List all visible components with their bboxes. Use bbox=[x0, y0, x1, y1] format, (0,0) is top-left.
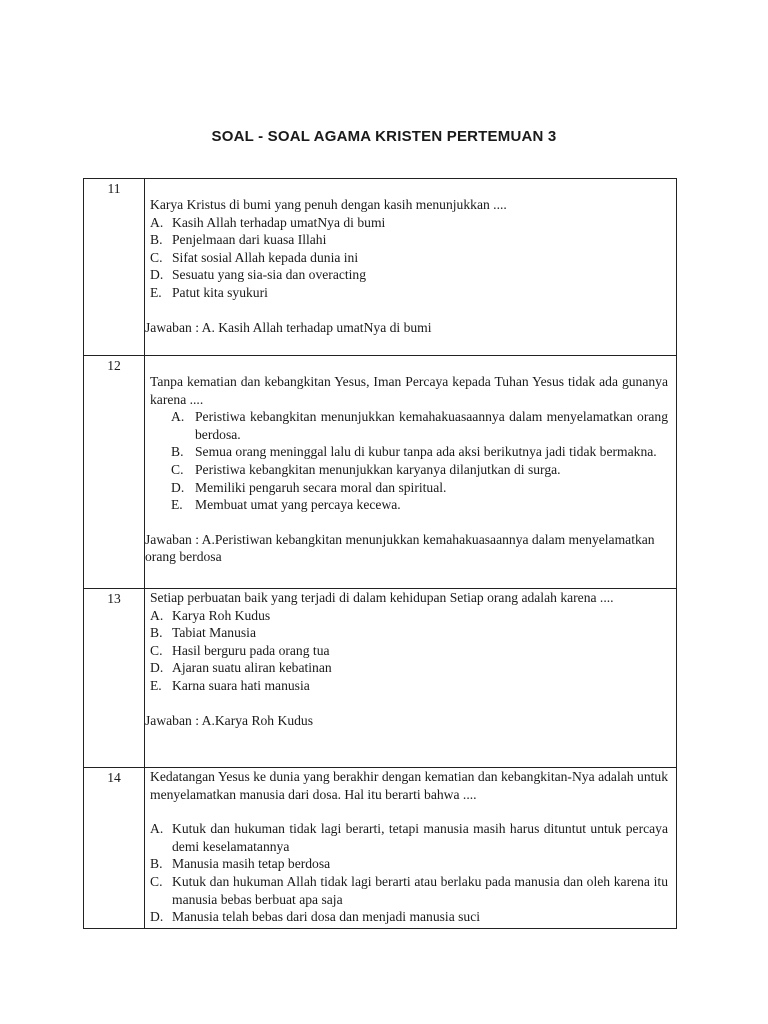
option-a: A. Kutuk dan hukuman tidak lagi berarti, tetapi manusia masih harus dituntut untuk percaya demi keselamatannya bbox=[150, 821, 668, 854]
option-a: A. Karya Roh Kudus bbox=[150, 607, 271, 623]
question-number-cell bbox=[84, 356, 145, 589]
answer-text: Jawaban : A.Karya Roh Kudus bbox=[145, 712, 314, 728]
option-a: A. Kasih Allah terhadap umatNya di bumi bbox=[150, 214, 386, 230]
question-number-cell bbox=[84, 589, 145, 768]
question-row-12 bbox=[84, 356, 677, 589]
option-e: E. Karna suara hati manusia bbox=[150, 677, 310, 693]
option-c: C. Kutuk dan hukuman Allah tidak lagi berarti atau berlaku pada manusia dan oleh karena itu manusia bebas berbuat apa saja bbox=[150, 873, 668, 907]
question-row-11 bbox=[84, 179, 677, 356]
option-b: B. Penjelmaan dari kuasa Illahi bbox=[150, 232, 327, 248]
question-row-13 bbox=[84, 589, 677, 768]
question-text: Tanpa kematian dan kebangkitan Yesus, Iman Percaya kepada Tuhan Yesus tidak ada gunanya karena .... bbox=[150, 374, 668, 407]
question-text: Karya Kristus di bumi yang penuh dengan kasih menunjukkan .... bbox=[150, 197, 507, 212]
option-c: C. Peristiwa kebangkitan menunjukkan karyanya dilanjutkan di surga. bbox=[171, 461, 561, 477]
question-body-cell bbox=[145, 179, 677, 356]
option-b: B. Tabiat Manusia bbox=[150, 625, 256, 641]
option-c: C. Sifat sosial Allah kepada dunia ini bbox=[150, 249, 359, 265]
option-a: A. Peristiwa kebangkitan menunjukkan kemahakuasaannya dalam menyelamatkan orang berdosa. bbox=[171, 409, 668, 442]
option-d: D. Manusia telah bebas dari dosa dan menjadi manusia suci bbox=[150, 909, 481, 925]
option-e: E. Membuat umat yang percaya kecewa. bbox=[171, 497, 401, 513]
option-d: D. Ajaran suatu aliran kebatinan bbox=[150, 660, 332, 676]
question-body-cell bbox=[145, 356, 677, 589]
question-number-cell bbox=[84, 768, 145, 929]
question-number-cell bbox=[84, 179, 145, 356]
page-title: SOAL - SOAL AGAMA KRISTEN PERTEMUAN 3 bbox=[211, 128, 557, 145]
question-number: 13 bbox=[107, 591, 121, 606]
answer-text: Jawaban : A.Peristiwan kebangkitan menunjukkan kemahakuasaannya dalam menyelamatkan orang berdosa bbox=[145, 531, 655, 565]
answer-text: Jawaban : A. Kasih Allah terhadap umatNya di bumi bbox=[145, 319, 432, 335]
option-b: B. Manusia masih tetap berdosa bbox=[150, 856, 331, 872]
question-number: 11 bbox=[107, 181, 121, 196]
question-text: Setiap perbuatan baik yang terjadi di dalam kehidupan Setiap orang adalah karena .... bbox=[150, 590, 614, 605]
question-row-14 bbox=[84, 768, 677, 929]
option-b: B. Semua orang meninggal lalu di kubur tanpa ada aksi berikutnya jadi tidak bermakna. bbox=[171, 444, 657, 460]
option-d: D. Memiliki pengaruh secara moral dan spiritual. bbox=[171, 479, 447, 495]
question-table bbox=[83, 178, 677, 929]
option-d: D. Sesuatu yang sia-sia dan overacting bbox=[150, 267, 367, 283]
question-number: 12 bbox=[107, 358, 121, 373]
question-number: 14 bbox=[107, 770, 121, 785]
option-c: C. Hasil berguru pada orang tua bbox=[150, 642, 330, 658]
question-body-cell bbox=[145, 768, 677, 929]
option-e: E. Patut kita syukuri bbox=[150, 284, 268, 300]
question-body-cell bbox=[145, 589, 677, 768]
question-text: Kedatangan Yesus ke dunia yang berakhir dengan kematian dan kebangkitan-Nya adalah untuk menyelamatkan manusia dari dosa. Hal itu berarti bahwa .... bbox=[150, 769, 668, 802]
